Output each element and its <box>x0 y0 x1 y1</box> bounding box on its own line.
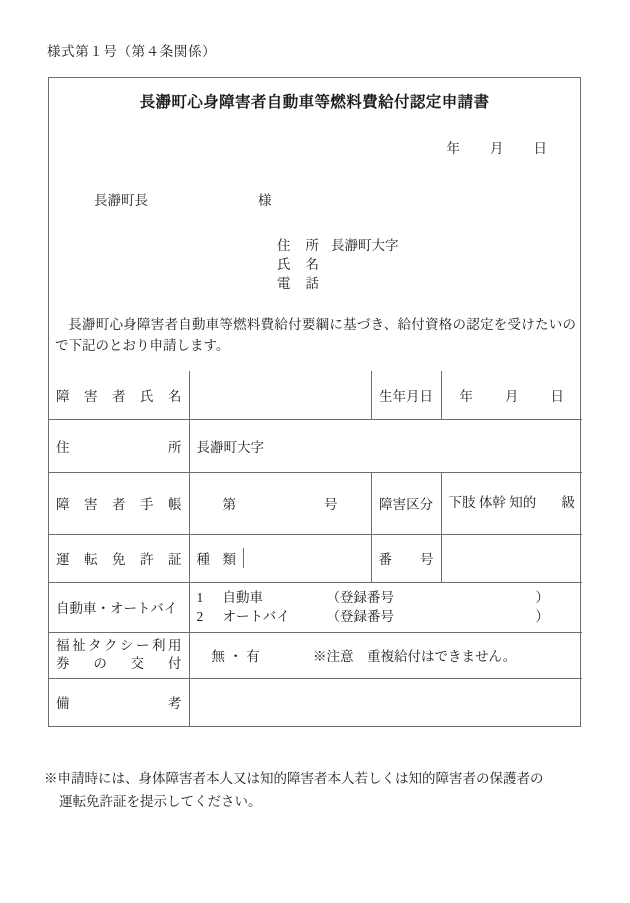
vehicle-car-reg-close: ） <box>535 590 549 605</box>
applicant-address-label: 住所 <box>277 238 319 253</box>
license-type-value[interactable] <box>244 548 371 568</box>
cell-address-label: 住所 <box>49 419 189 472</box>
birth-day-label: 日 <box>550 388 564 404</box>
category-option-lower-limb[interactable]: 下肢 <box>448 494 476 510</box>
date-month-label: 月 <box>490 141 504 156</box>
cell-license-label: 運転免許証 <box>49 534 189 582</box>
cell-vehicle-options[interactable] <box>189 582 582 632</box>
cell-remarks-value[interactable] <box>189 678 582 726</box>
vehicle-option-motorbike[interactable] <box>197 607 576 626</box>
date-day-label: 日 <box>533 141 547 156</box>
handbook-number-suffix: 号 <box>324 497 338 512</box>
cell-disability-category-label: 障害区分 <box>371 472 441 534</box>
cell-birthdate-value[interactable] <box>441 371 582 419</box>
applicant-address-value[interactable]: 長瀞町大字 <box>331 238 399 253</box>
cell-vehicle-label: 自動車・オートバイ <box>49 582 189 632</box>
applicant-block <box>277 236 399 293</box>
taxi-option-yes[interactable]: 有 <box>246 649 261 664</box>
application-statement <box>55 314 576 356</box>
applicant-name-label: 氏名 <box>277 257 319 272</box>
cell-taxi-voucher-label <box>49 632 189 678</box>
cell-disabled-name-label: 障害者氏名 <box>49 371 189 419</box>
statement-line-2: いので下記のとおり申請します。 <box>55 317 576 353</box>
cell-disabled-name-value[interactable] <box>189 371 371 419</box>
vehicle-car-reg-open: （登録番号 <box>326 590 394 605</box>
cell-handbook-label: 障害者手帳 <box>49 472 189 534</box>
taxi-label-line-2: 券の交付 <box>56 656 182 671</box>
addressee-honorific: 様 <box>258 193 272 208</box>
cell-license-number-value[interactable] <box>441 534 582 582</box>
cell-remarks-label: 備考 <box>49 678 189 726</box>
applicant-address-row <box>277 236 399 255</box>
addressee-name: 長瀞町長 <box>94 193 148 208</box>
table-row-license <box>49 534 582 582</box>
birth-month-label: 月 <box>505 388 519 404</box>
table-row-taxi-voucher <box>49 632 582 678</box>
vehicle-motorbike-reg-open: （登録番号 <box>326 609 394 624</box>
cell-taxi-voucher-options[interactable] <box>189 632 582 678</box>
cell-disability-category-options[interactable] <box>441 472 582 534</box>
cell-address-value[interactable]: 長瀞町大字 <box>189 419 582 472</box>
vehicle-car-kind: 自動車 <box>222 590 263 605</box>
applicant-phone-label: 電話 <box>277 276 319 291</box>
table-row-address <box>49 419 582 472</box>
vehicle-option-car[interactable] <box>197 588 576 607</box>
footnote-line-2: 運転免許証を提示してください。 <box>59 794 262 809</box>
table-row-vehicle <box>49 582 582 632</box>
table-row-disabled-name <box>49 371 582 419</box>
category-option-intellectual[interactable]: 知的 <box>509 494 537 510</box>
cell-handbook-number[interactable] <box>189 472 371 534</box>
vehicle-motorbike-reg-close: ） <box>535 609 549 624</box>
applicant-phone-row <box>277 274 399 293</box>
form-header-block <box>49 78 580 371</box>
footnote <box>44 767 589 813</box>
taxi-option-none[interactable]: 無 <box>211 649 226 664</box>
cell-license-type-group <box>189 534 371 582</box>
addressee <box>94 189 272 209</box>
table-row-remarks <box>49 678 582 726</box>
applicant-name-row <box>277 255 399 274</box>
footnote-line-1: ※申請時には、身体障害者本人又は知的障害者本人若しくは知的障害者の保護者の <box>44 771 544 786</box>
table-row-handbook <box>49 472 582 534</box>
handbook-number-prefix: 第 <box>222 497 236 512</box>
document-title: 長瀞町心身障害者自動車等燃料費給付認定申請書 <box>139 94 490 111</box>
application-details-table <box>49 371 582 726</box>
cell-license-number-label: 番号 <box>371 534 441 582</box>
taxi-notice-text: ※注意 重複給付はできません。 <box>313 649 517 664</box>
grade-unit-label: 級 <box>561 494 575 510</box>
taxi-option-separator: ・ <box>228 649 243 664</box>
date-line <box>447 137 548 157</box>
category-option-trunk[interactable]: 体幹 <box>478 494 506 510</box>
application-form-frame <box>48 77 581 727</box>
vehicle-car-number: 1 <box>196 590 204 605</box>
statement-line-1: 長瀞町心身障害者自動車等燃料費給付要綱に基づき、給付資格の認定を受けた <box>68 317 549 332</box>
vehicle-motorbike-kind: オートバイ <box>222 609 290 624</box>
taxi-label-line-1: 福祉タクシー利用 <box>56 638 182 653</box>
form-number: 様式第１号（第４条関係） <box>47 44 217 59</box>
birth-year-label: 年 <box>459 388 473 404</box>
license-type-label: 種類 <box>190 548 244 568</box>
vehicle-motorbike-number: 2 <box>196 609 204 624</box>
cell-birthdate-label: 生年月日 <box>371 371 441 419</box>
date-year-label: 年 <box>446 141 460 156</box>
